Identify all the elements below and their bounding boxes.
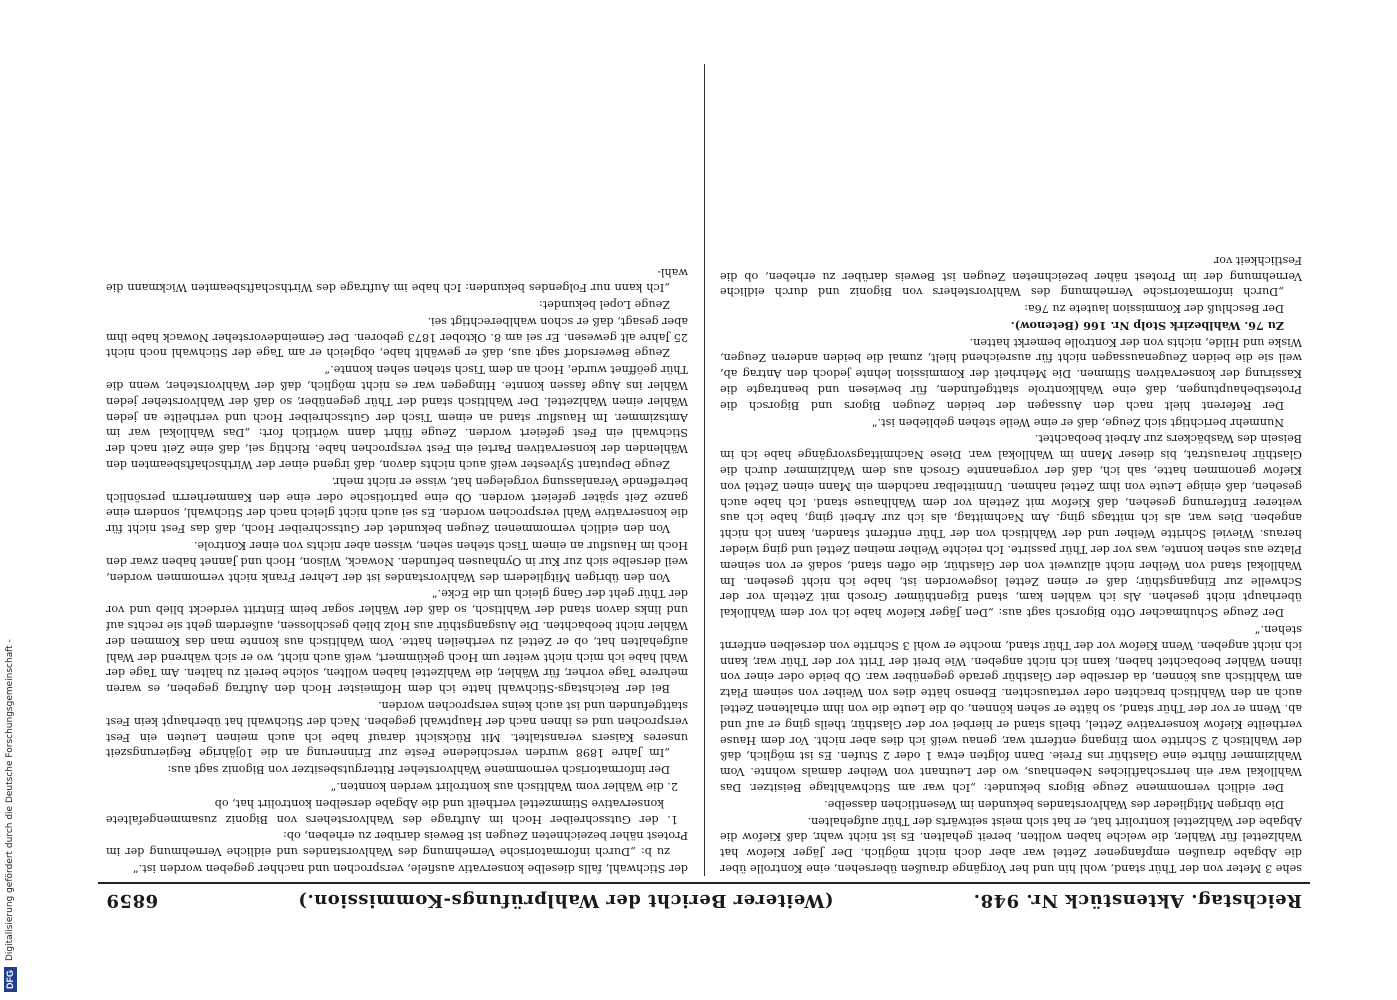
paragraph: Von den übrigen Mitgliedern des Wahlvorstandes ist der Lehrer Frank nicht vernommen worden, weil derselbe sich zur Kur in Oynhausen befunden. Nowack, Wilson, Hoch und Jannet haben zwar den Hoch im Hausflur an einem Tisch stehen sehen, wissen aber nichts von einer Kontrole. [106,539,688,584]
paragraph: Der Zeuge Schuhmacher Otto Bigorsch sagt aus: „Den Jäger Kiefow habe ich vor dem Wahllokal überhaupt nicht gesehen. Als ich wählen kam, stand Eigenthümer Grosch mit Zetteln vor der Schwelle zur Eingangsthür; daß er einen Zettel losgeworden ist, habe ich nicht gesehen. Im Wahllokal stand von Weiher nicht allzuweit von der Glasthür, die offen stand, sodaß er von seinem Platze aus sehen konnte, was vor der Thür passirte. Ich reichte Weiher meinen Zettel und ging wieder heraus. Wieviel Schritte Weiher und der Wahltisch von der Thür entfernt standen, kann ich nicht angeben. Dies war, als ich mittags ging. Am Nachmittag, als ich zur Arbeit ging, habe ich aus weiterer Entfernung gesehen, daß Kiefow mit Zetteln vor dem Wahlhause stand. Ich habe auch gesehen, daß einige Leute von ihm Zettel nahmen. Unmittelbar nachdem ein Mann einen Zettel von Kiefow genommen hatte, sah ich, daß der vorgenannte Grosch aus dem Wahlzimmer durch die Glasthür heraustrat, bis dieser Mann im Wahllokal war. Diese Nachmittagsvorgänge habe ich im Beisein des Wasbäckers zur Arbeit beobachtet. [720,432,1302,620]
paragraph: 1. der Gutsschreiber Hoch im Auftrage des Wahlvorstehers von Bigoniz zusammengefaltete konservative Stimmzettel vertheilt und die Abgabe derselben kontrolirt hat, ob [106,796,678,826]
left-column [720,64,1302,876]
credit-line [2,0,18,1000]
paragraph: „Ich kann nur Folgendes bekunden: Ich habe im Auftrage des Wirthschaftsbeamten Wickmann die wahl- [106,265,688,295]
paragraph: 2. die Wähler vom Wahltisch aus kontrolirt werden konnten.“ [330,780,678,794]
paragraph: der Stichwahl, falls dieselbe konservativ ausfiele, versprochen und nachher gegeben worden ist.“ [132,862,688,875]
paragraph: Bei der Reichstags-Stichwahl hatte ich dem Hofmeister Hoch den Auftrag gegeben, es waren mehrere Tage vorher, für Wähler, die Wahlzettel haben wollten, solche bereit zu halten. Am Tage der Wahl habe ich mich nicht weiter um Hoch gekümmert, weiß auch nicht, wo er sich während der Wahl aufgehalten hat, ob er Zettel zu vertheilen hatte. Vom Wahltisch aus konnte man das Kommen der Wähler nicht beobachten. Die Ausgangsthür aus Holz blieb geschlossen, außerdem geht sie rechts auf und links davon stand der Wahltisch, so daß der Wähler sogar beim Eintritt verdeckt blieb und vor der Thür geht der Gang gleich um die Ecke.“ [106,587,688,696]
credit-text: Digitalisierung gefördert durch die Deutsche Forschungsgemeinschaft - [5,639,15,961]
paragraph: Zeuge Bewersdorf sagt aus, daß er gewählt habe, obgleich er am Tage der Stichwahl noch nicht 25 Jahre alt gewesen. Er sei am 8. Oktober 1873 geboren. Der Gemeindevorsteher Nowack habe ihm aber gesagt, daß er schon wahlberechtigt sei. [106,314,688,360]
column-divider [704,64,705,876]
paragraph: Zeuge Deputant Sylvester weiß auch nichts davon, daß irgend einer der Wirthschaftsbeamten den Wählenden der konservativen Partei ein Fest versprochen habe. Richtig sei, daß eine Zeit nach der Stichwahl ein Fest gefeiert worden. Zeuge führt dann wörtlich fort: „Das Wahllokal war im Amtszimmer. Im Hausflur stand an einem Tisch der Gutsschreiber Hoch und vertheilte an jeden Wähler einen Wahlzettel. Der Wahltisch stand der Thür gegenüber, so daß der Wahlvorsteher jeden Wähler ins Auge fassen konnte. Hingegen war es nicht möglich, daß der Wahlvorsteher, wenn die Thür geöffnet wurde, Hoch an dem Tisch stehen sehen konnte.“ [106,363,688,472]
paragraph: sehe 3 Meter von der Thür stand, wohl hin und her Vorgänge draußen übersehen, eine Kontrolle über die Abgabe draußen empfangener Zettel war aber doch nicht möglich. Der Jäger Kiefow hat Wahlzettel für Wähler, die welche haben wollten, bereit gehalten. Es ist nicht wahr, daß Kiefow die Abgabe der Wahlzettel kontrolirt hat, er hat sich meist seitwärts der Thür aufgehalten. [720,814,1302,875]
paragraph: Nunmehr berichtigt sich Zeuge, daß er eine Weile stehen geblieben ist.“ [871,415,1284,429]
paragraph: Zu 76. Wahlbezirk Stolp Nr. 166 (Betenow). [1010,318,1284,333]
rotated-page-scan [98,60,1310,918]
paragraph: „Im Jahre 1898 wurden verschiedene Feste zur Erinnerung an die 10jährige Regierungszeit unseres Kaisers veranstaltet. Mit Rücksicht darauf habe ich auch meinen Leuten ein Fest versprochen und es ihnen nach der Hauptwahl gegeben. Nach der Stichwahl hat überhaupt kein Fest stattgefunden und ist auch keins versprochen worden. [106,699,688,760]
paragraph: zu b: „Durch informatorische Vernehmung des Wahlvorstandes und eidliche Vernehmung der im Protest näher bezeichneten Zeugen ist Beweis darüber zu erheben, ob: [106,829,688,859]
paragraph: Der eidlich vernommene Zeuge Bigors bekundet: „Ich war am Stichwahltage Beisitzer. Das Wahllokal war ein herrschaftliches Nebenhaus, wo der Leutnant von Weiher damals wohnte. Vom Wahlzimmer führte eine Glasthür ins Freie. Dann folgten etwa 1 oder 2 Stufen. Es ist möglich, daß der Wahltisch 2 Schritte vom Eingang entfernt war, genau weiß ich dies aber nicht. Vor dem Hause vertheilte Kiefow konservative Zettel, theils stand er hierbei vor der Glasthür, theils ging er auf und ab. Wenn er vor der Thür stand, so hätte er sehen können, ob die Leute die von ihm erhaltenen Zettel auch an den Wahltisch brachten oder vertauschten. Ebenso hätte dies von Weiher von seinem Platz am Wahltisch aus können, da derselbe der Glasthür gerade gegenüber war. Ob beide oder einer von ihnen Wähler beobachtet haben, kann ich nicht angeben. Wie breit der Tritt vor der Thür war, kann ich nicht angeben. Wenn Kiefow vor der Thür stand, mochte er wohl 3 Schritte von derselben entfernt stehen.“ [720,623,1302,795]
credit-strip [0,0,20,1000]
page-header [98,882,1310,918]
paragraph: Zeuge Lopel bekundet: [538,298,670,312]
paragraph: Die übrigen Mitglieder des Wahlvorstandes bekunden im Wesentlichen dasselbe. [824,797,1284,811]
paragraph: Der informatorisch vernommene Wahlvorsteher Rittergutsbesitzer von Bigoniz sagt aus: [167,763,670,777]
dfg-logo: DFG [4,967,17,992]
paragraph: „Durch informatorische Vernehmung des Wahlvorstehers von Bigoniz und durch eidliche Vernehmung der im Protest näher bezeichneten Zeugen ist Beweis darüber zu erheben, ob die Festlichkeit vor [720,253,1302,299]
header-left: Reichstag. Aktenstück Nr. 948. [973,890,1302,912]
paragraph: Der Beschluß der Kommission lautete zu 76a: [1024,302,1284,316]
paragraph: Der Referent hielt nach den Aussagen der beiden Zeugen Bigors und Bigorsch die Protestbehauptungen, daß eine Wahlkontrole stattgefunden, für bewiesen und beantragte die Kassirung der konservativen Stimmen. Die Mehrheit der Kommission lehnte jedoch den Antrag ab, weil sie die beiden Zeugenaussagen nicht für ausreichend hielt, zumal die beiden anderen Zeugen, Wiske und Hilde, nichts von der Kontrolle bemerkt hatten. [720,335,1302,412]
header-center: (Weiterer Bericht der Wahlprüfungs-Kommission.) [297,890,834,912]
right-column [106,64,688,876]
paragraph: Von den eidlich vernommenen Zeugen bekundet der Gutsschreiber Hoch, daß das Fest nicht für die konservative Wahl versprochen worden. Es sei auch nicht gleich nach der Stichwahl, sondern eine ganze Zeit später gefeiert worden. Ob eine patriotische oder eine den Kammerherrn persönlich betreffende Veranlassung vorgelegen hat, wisse er nicht mehr. [106,474,688,536]
page-number: 6859 [106,890,159,912]
